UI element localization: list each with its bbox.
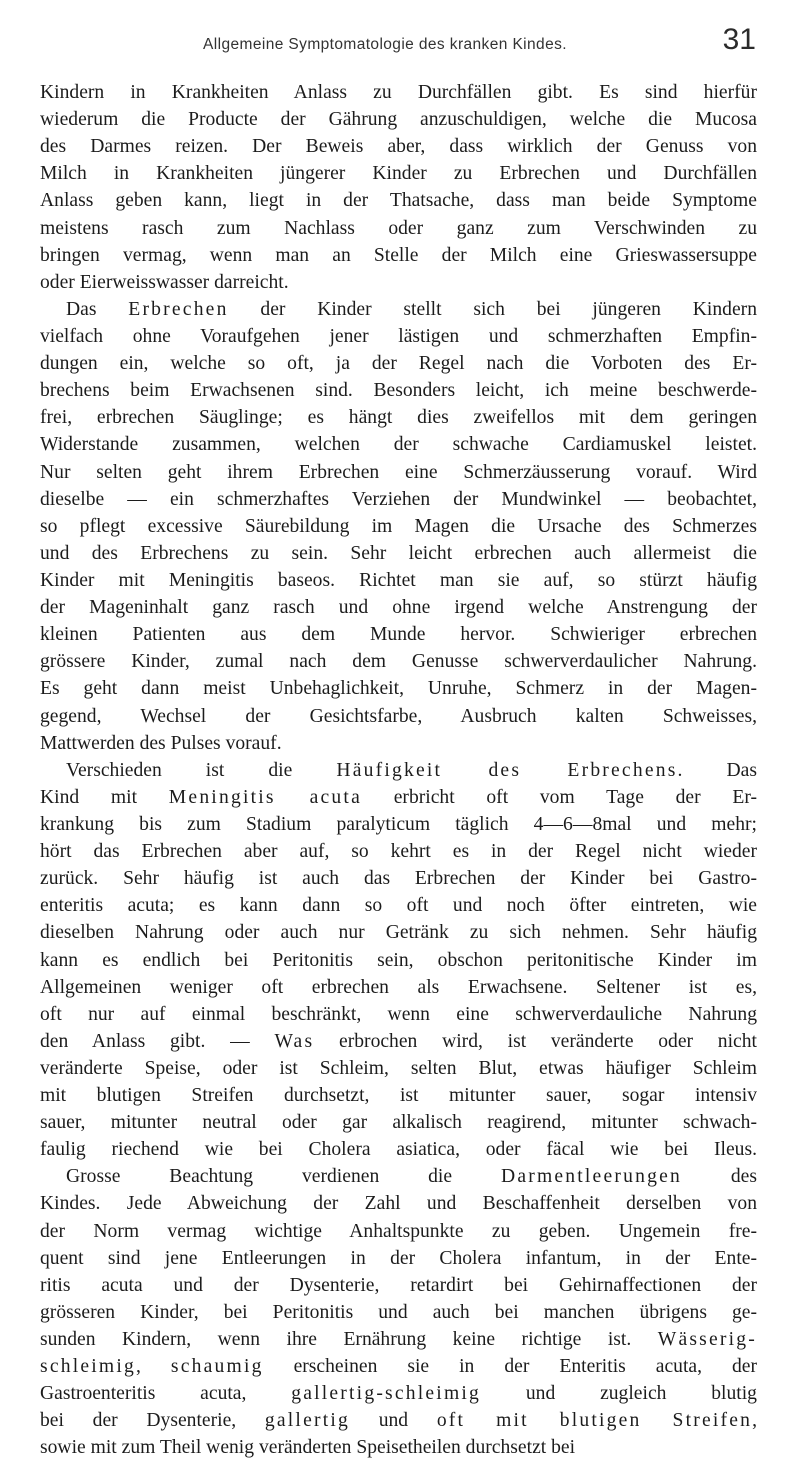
text-line: [40, 1434, 757, 1461]
text-line: [40, 675, 757, 702]
spaced-emphasis: gallertig: [264, 1410, 350, 1432]
text-line: [40, 215, 757, 242]
text-run: enteritis acuta; es kann dann so oft und noch öfter eintreten, wie: [40, 895, 757, 917]
text-run: Gastroenteritis acuta,: [40, 1383, 292, 1405]
text-line: [40, 459, 757, 486]
text-line: [40, 811, 757, 838]
text-run: oder Eierweisswasser darreicht.: [40, 271, 289, 293]
text-run: Es geht dann meist Unbehaglichkeit, Unruhe, Schmerz in der Magen-: [40, 678, 757, 700]
text-run: frei, erbrechen Säuglinge; es hängt dies zweifellos mit dem geringen: [40, 407, 757, 429]
text-line: [40, 133, 757, 160]
text-line: [40, 703, 757, 730]
text-run: vielfach ohne Voraufgehen jener lästigen und schmerzhaften Empfin-: [40, 325, 757, 347]
text-run: der Kinder stellt sich bei jüngeren Kindern: [228, 298, 757, 320]
text-run: erbricht oft vom Tage der Er-: [361, 786, 757, 808]
text-line: [40, 1028, 757, 1055]
text-line: [40, 106, 757, 133]
text-line: [40, 404, 757, 431]
text-run: Das: [66, 298, 129, 320]
spaced-emphasis: Was: [274, 1030, 315, 1052]
spaced-emphasis: Meningitis acuta: [168, 786, 362, 808]
text-run: Grosse Beachtung verdienen die: [66, 1166, 501, 1188]
text-line: [40, 1407, 757, 1434]
text-run: kann es endlich bei Peritonitis sein, obschon peritonitische Kinder im: [40, 949, 757, 971]
text-run: bringen vermag, wenn man an Stelle der Milch eine Grieswassersuppe: [40, 244, 757, 266]
text-line: [40, 513, 757, 540]
text-run: und des Erbrechens zu sein. Sehr leicht erbrechen auch allermeist die: [40, 542, 757, 564]
text-run: grösseren Kinder, bei Peritonitis und auch bei manchen übrigens ge-: [40, 1301, 757, 1323]
text-run: meistens rasch zum Nachlass oder ganz zum Verschwinden zu: [40, 217, 757, 239]
text-run: oft nur auf einmal beschränkt, wenn eine schwerverdauliche Nahrung: [40, 1003, 757, 1025]
text-line: [40, 757, 757, 784]
text-run: brechens beim Erwachsenen sind. Besonders leicht, ich meine beschwerde-: [40, 380, 757, 402]
text-line: [40, 784, 757, 811]
text-line: [40, 730, 757, 757]
spaced-emphasis: gallertig-schleimig: [291, 1383, 482, 1405]
text-line: [40, 377, 757, 404]
text-run: krankung bis zum Stadium paralyticum täglich 4—6—8mal und mehr;: [40, 813, 757, 835]
text-line: [40, 1109, 757, 1136]
text-run: ,: [752, 1410, 757, 1432]
body-text: [40, 79, 757, 1462]
text-run: erscheinen sie in der Enteritis acuta, der: [263, 1356, 757, 1378]
text-line: [40, 160, 757, 187]
spaced-emphasis: Darmentleerungen: [500, 1166, 682, 1188]
text-line: [40, 296, 757, 323]
spaced-emphasis: schleimig: [40, 1356, 136, 1378]
text-line: [40, 1001, 757, 1028]
text-line: [40, 1326, 757, 1353]
text-line: [40, 1353, 757, 1380]
text-run: sauer, mitunter neutral oder gar alkalisch reagirend, mitunter schwach-: [40, 1112, 757, 1134]
text-run: des Darmes reizen. Der Beweis aber, dass wirklich der Genuss von: [40, 136, 757, 158]
spaced-emphasis: Häufigkeit des Erbrechens: [336, 759, 678, 781]
text-line: [40, 323, 757, 350]
text-line: [40, 79, 757, 106]
text-line: [40, 187, 757, 214]
text-run: Kinder mit Meningitis baseos. Richtet man sie auf, so stürzt häufig: [40, 569, 757, 591]
text-run: Widerstande zusammen, welchen der schwache Cardiamuskel leistet.: [40, 434, 757, 456]
spaced-emphasis: oft mit blutigen Streifen: [436, 1410, 753, 1432]
text-line: [40, 892, 757, 919]
text-run: den Anlass gibt. —: [40, 1030, 275, 1052]
text-run: Anlass geben kann, liegt in der Thatsache, dass man beide Symptome: [40, 190, 757, 212]
text-line: [40, 1190, 757, 1217]
text-run: Allgemeinen weniger oft erbrechen als Erwachsene. Seltener ist es,: [40, 976, 757, 998]
text-line: [40, 1272, 757, 1299]
text-run: Kind mit: [40, 786, 169, 808]
text-line: [40, 838, 757, 865]
running-title: Allgemeine Symptomatologie des kranken Kindes.: [203, 36, 567, 53]
text-line: [40, 1218, 757, 1245]
text-run: gegend, Wechsel der Gesichtsfarbe, Ausbruch kalten Schweisses,: [40, 705, 757, 727]
text-run: sowie mit zum Theil wenig veränderten Speisetheilen durchsetzt bei: [40, 1437, 576, 1459]
text-line: [40, 269, 757, 296]
text-run: bei der Dysenterie,: [40, 1410, 265, 1432]
text-run: ,: [135, 1356, 171, 1378]
text-line: [40, 1055, 757, 1082]
running-head: [0, 22, 800, 72]
text-line: [40, 919, 757, 946]
text-line: [40, 594, 757, 621]
text-line: [40, 621, 757, 648]
text-line: [40, 974, 757, 1001]
text-line: [40, 1245, 757, 1272]
text-run: Kindes. Jede Abweichung der Zahl und Beschaffenheit derselben von: [40, 1193, 757, 1215]
text-run: des: [681, 1166, 757, 1188]
text-line: [40, 431, 757, 458]
text-run: erbrochen wird, ist veränderte oder nicht: [314, 1030, 757, 1052]
text-run: mit blutigen Streifen durchsetzt, ist mitunter sauer, sogar intensiv: [40, 1085, 757, 1107]
text-run: Milch in Krankheiten jüngerer Kinder zu Erbrechen und Durchfällen: [40, 163, 757, 185]
text-line: [40, 1299, 757, 1326]
text-run: kleinen Patienten aus dem Munde hervor. Schwieriger erbrechen: [40, 624, 757, 646]
text-run: zurück. Sehr häufig ist auch das Erbrechen der Kinder bei Gastro-: [40, 868, 757, 890]
text-run: ritis acuta und der Dysenterie, retardirt bei Gehirnaffectionen der: [40, 1274, 757, 1296]
text-run: und: [349, 1410, 437, 1432]
text-run: der Norm vermag wichtige Anhaltspunkte zu geben. Ungemein fre-: [40, 1220, 757, 1242]
text-run: der Mageninhalt ganz rasch und ohne irgend welche Anstrengung der: [40, 597, 757, 619]
text-run: Mattwerden des Pulses vorauf.: [40, 732, 282, 754]
spaced-emphasis: schaumig: [170, 1356, 264, 1378]
text-line: [40, 1380, 757, 1407]
spaced-emphasis: Wässerig-: [657, 1329, 757, 1351]
text-run: dieselbe — ein schmerzhaftes Verziehen der Mundwinkel — beobachtet,: [40, 488, 757, 510]
text-line: [40, 947, 757, 974]
text-run: dungen ein, welche so oft, ja der Regel nach die Vorboten des Er-: [40, 353, 757, 375]
text-line: [40, 242, 757, 269]
spaced-emphasis: Erbrechen: [128, 298, 229, 320]
text-line: [40, 1082, 757, 1109]
text-line: [40, 648, 757, 675]
text-line: [40, 567, 757, 594]
text-run: faulig riechend wie bei Cholera asiatica, oder fäcal wie bei Ileus.: [40, 1139, 757, 1161]
text-line: [40, 540, 757, 567]
text-run: Verschieden ist die: [66, 759, 337, 781]
text-run: veränderte Speise, oder ist Schleim, selten Blut, etwas häufiger Schleim: [40, 1057, 757, 1079]
text-run: grössere Kinder, zumal nach dem Genusse schwerverdaulicher Nahrung.: [40, 651, 757, 673]
text-line: [40, 350, 757, 377]
text-run: quent sind jene Entleerungen in der Cholera infantum, in der Ente-: [40, 1247, 757, 1269]
text-run: sunden Kindern, wenn ihre Ernährung keine richtige ist.: [40, 1329, 658, 1351]
text-run: Kindern in Krankheiten Anlass zu Durchfällen gibt. Es sind hierfür: [40, 82, 757, 103]
text-line: [40, 865, 757, 892]
page-number: 31: [722, 23, 756, 56]
text-run: dieselben Nahrung oder auch nur Getränk zu sich nehmen. Sehr häufig: [40, 922, 757, 944]
text-run: Nur selten geht ihrem Erbrechen eine Schmerzäusserung vorauf. Wird: [40, 461, 757, 483]
text-line: [40, 486, 757, 513]
text-run: . Das: [677, 759, 757, 781]
text-run: so pflegt excessive Säurebildung im Magen die Ursache des Schmerzes: [40, 515, 757, 537]
text-run: wiederum die Producte der Gährung anzuschuldigen, welche die Mucosa: [40, 109, 757, 131]
text-run: hört das Erbrechen aber auf, so kehrt es in der Regel nicht wieder: [40, 841, 757, 863]
text-run: und zugleich blutig: [481, 1383, 757, 1405]
text-line: [40, 1163, 757, 1190]
text-line: [40, 1136, 757, 1163]
